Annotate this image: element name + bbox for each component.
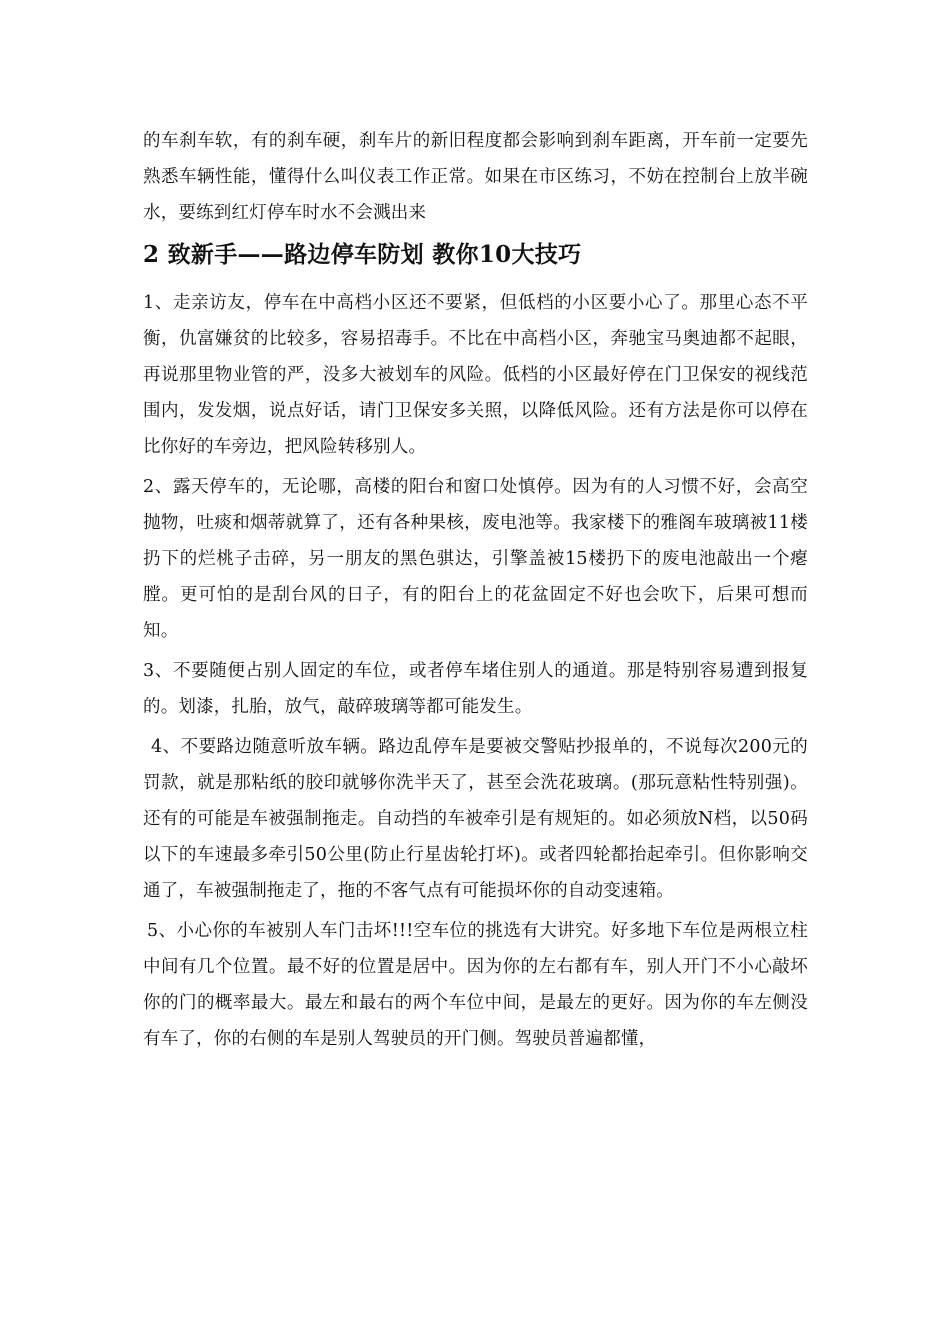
heading-suffix: 大技巧 [511, 241, 582, 268]
tip-paragraph-2: 2、露天停车的，无论哪，高楼的阳台和窗口处慎停。因为有的人习惯不好，会高空抛物，吐痰和烟蒂就算了，还有各种果核，废电池等。我家楼下的雅阁车玻璃被11楼扔下的烂桃子击碎，另一朋友的黑色骐达，引擎盖被15楼扔下的废电池敲出一个瘪膛。更可怕的是刮台风的日子，有的阳台上的花盆固定不好也会吹下，后果可想而知。 [143, 477, 808, 641]
section-heading [143, 235, 808, 275]
heading-prefix: 2 致新手——路边停车防划 教你 [143, 241, 479, 268]
tip-paragraph-5: 5、小心你的车被别人车门击坏!!!空车位的挑选有大讲究。好多地下车位是两根立柱中间有几个位置。最不好的位置是居中。因为你的左右都有车，别人开门不小心敲坏你的门的概率最大。最左和最右的两个车位中间，是最左的更好。因为你的车左侧没有车了，你的右侧的车是别人驾驶员的开门侧。驾驶员普遍都懂， [143, 921, 808, 1049]
tip-paragraph-3: 3、不要随便占别人固定的车位，或者停车堵住别人的通道。那是特别容易遭到报复的。划漆，扎胎，放气，敲碎玻璃等都可能发生。 [143, 661, 808, 717]
tip-paragraph-4: 4、不要路边随意听放车辆。路边乱停车是要被交警贴抄报单的，不说每次200元的罚款，就是那粘纸的胶印就够你洗半天了，甚至会洗花玻璃。(那玩意粘性特别强)。还有的可能是车被强制拖走。自动挡的车被牵引是有规矩的。如必须放N档，以50码以下的车速最多牵引50公里(防止行星齿轮打坏)。或者四轮都抬起牵引。但你影响交通了，车被强制拖走了，拖的不客气点有可能损坏你的自动变速箱。 [143, 737, 808, 901]
intro-paragraph: 的车刹车软，有的刹车硬，刹车片的新旧程度都会影响到刹车距离，开车前一定要先熟悉车辆性能，懂得什么叫仪表工作正常。如果在市区练习，不妨在控制台上放半碗水，要练到红灯停车时水不会溅出来 [143, 131, 808, 223]
document-page [143, 123, 808, 1057]
tip-paragraph-1: 1、走亲访友，停车在中高档小区还不要紧，但低档的小区要小心了。那里心态不平衡，仇富嫌贫的比较多，容易招毒手。不比在中高档小区，奔驰宝马奥迪都不起眼，再说那里物业管的严，没多大被划车的风险。低档的小区最好停在门卫保安的视线范围内，发发烟，说点好话，请门卫保安多关照，以降低风险。还有方法是你可以停在比你好的车旁边，把风险转移别人。 [143, 293, 808, 457]
heading-number: 10 [478, 241, 512, 268]
